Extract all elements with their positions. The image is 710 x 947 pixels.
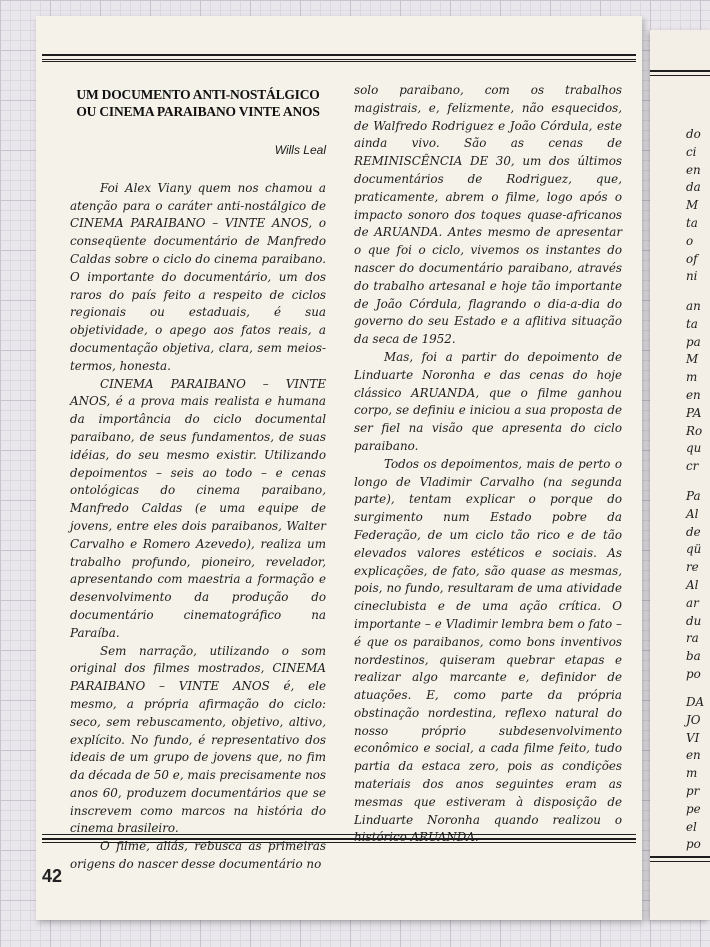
next-page-fragment: PA xyxy=(686,405,702,420)
next-page-fragment: Al xyxy=(686,506,699,521)
next-page-fragment: M xyxy=(686,198,699,213)
next-page-fragment: ta xyxy=(686,216,698,230)
next-page-fragment: re xyxy=(686,560,699,575)
next-page-fragment: pr xyxy=(686,784,700,798)
next-page-fragment: o xyxy=(686,233,694,248)
next-page-fragment: du xyxy=(686,613,702,628)
next-page-fragment: en xyxy=(686,748,701,763)
right-column xyxy=(354,82,622,847)
next-page-fragment: Al xyxy=(686,578,699,592)
next-page-fragment: ar xyxy=(686,595,699,610)
next-page-fragment: M xyxy=(686,352,699,367)
next-page-fragment: ra xyxy=(686,631,699,646)
paragraph: Mas, foi a partir do depoimento de Linduarte Noronha e das cenas do hoje clássico ARUANDA, que o filme ganhou corpo, se definiu e iniciou a sua proposta de ser fiel na visão que apresenta do ciclo paraibano. xyxy=(354,349,622,453)
top-rule xyxy=(42,54,636,60)
next-page-bottom-rule xyxy=(650,856,710,862)
next-page-fragment: en xyxy=(686,162,701,177)
bottom-rule-thin xyxy=(42,842,636,843)
next-page-fragment: ni xyxy=(686,269,698,284)
next-page-fragment: Pa xyxy=(686,489,701,503)
next-page-fragment: m xyxy=(686,370,698,385)
article-title: UM DOCUMENTO ANTI-NOSTÁLGICO OU CINEMA PARAIBANO VINTE ANOS xyxy=(76,87,320,119)
next-page-fragment: po xyxy=(686,667,701,681)
next-page-fragment: qü xyxy=(686,542,702,557)
page-number: 42 xyxy=(42,866,63,886)
next-page-fragment: cr xyxy=(686,459,699,474)
article-author: Wills Leal xyxy=(274,143,326,157)
next-page-fragment: ta xyxy=(686,316,698,331)
next-page-fragment: of xyxy=(686,251,698,266)
next-page-top-rule xyxy=(650,70,710,76)
next-page-fragment: pe xyxy=(686,801,701,816)
paragraph: Sem narração, utilizando o som original dos filmes mostrados, CINEMA PARAIBANO – VINTE ANOS é, ele mesmo, a própria afirmação do ciclo: seco, sem rebuscamento, objetivo, altivo, explícito. No fundo, é representativo dos ideais de um grupo de jovens que, no fim da década de 50 e, mais precisamente nos anos 60, produzem documentários que se inscrevem como marcos na história do cinema brasileiro. xyxy=(70,643,326,836)
paragraph: Todos os depoimentos, mais de perto o longo de Vladimir Carvalho (na segunda parte), tentam explicar o porque do surgimento num Estado pobre da Federação, de um ciclo tão rico e de tão elevados valores estéticos e sociais. As explicações, de fato, são quase as mesmas, pois, no fundo, resultaram de uma atividade cineclubista e de uma ação crítica. O importante – e Vladimir lembra bem o fato – é que os paraibanos, como bons inventivos nordestinos, quiseram quebrar etapas e realizar algo marcante e, definidor de atuações. E, como parte da própria obstinação nordestina, reflexo natural do nosso próprio subdesenvolvimento econômico e social, a cada filme feito, tudo partia da estaca zero, pois as condições materiais dos anos seguintes eram as mesmas que estiveram à disposição de Linduarte Noronha quando realizou o histórico ARUANDA. xyxy=(354,456,622,845)
paragraph: O filme, aliás, rebusca as primeiras origens do nascer desse documentário no xyxy=(70,839,326,872)
next-page-fragment: po xyxy=(686,837,701,852)
next-page-fragment: qu xyxy=(686,441,702,456)
next-page-fragment: DA xyxy=(686,695,705,709)
next-page-fragment: ba xyxy=(686,649,701,664)
next-page-fragment: de xyxy=(686,524,701,539)
next-page-fragment: VI xyxy=(686,730,700,745)
paragraph: Foi Alex Viany quem nos chamou a atenção para o caráter anti-nostálgico de CINEMA PARAIBANO – VINTE ANOS, o conseqüente documentário de Manfredo Caldas sobre o ciclo do cinema paraibano. O importante do documentário, um dos raros do país feito a respeito de ciclos regionais ou estaduais, é sua objetividade, o apego aos fatos reais, a documentação objetiva, clara, sem meios-termos, honesta. xyxy=(70,180,326,373)
next-page-fragment: el xyxy=(686,819,697,834)
next-page-fragment: da xyxy=(686,180,701,195)
next-page-fragment: an xyxy=(686,299,701,313)
next-page-fragment: m xyxy=(686,766,698,781)
next-page-fragment: ci xyxy=(686,144,697,159)
top-rule-thin xyxy=(42,61,636,62)
next-page-edge xyxy=(650,30,710,920)
next-page-fragment: Ro xyxy=(686,423,703,438)
next-page-fragment: do xyxy=(686,127,701,141)
bottom-rule xyxy=(42,834,636,840)
left-column xyxy=(70,86,326,874)
next-page-fragment: JO xyxy=(686,712,701,727)
paragraph: solo paraibano, com os trabalhos magistrais, e, felizmente, não esquecidos, de Walfredo Rodriguez e João Córdula, este ainda vivo. São as cenas de REMINISCÊNCIA DE 30, um dos últimos documentários de Rodriguez, que, praticamente, abrem o filme, logo após o impacto sonoro dos toques quase-africanos de ARUANDA. Antes mesmo de apresentar o que foi o ciclo, vivemos os instantes do nascer do documentário paraibano, através do trabalho artesanal e hoje tão importante de João Córdula, flagrando o dia-a-dia do governo do seu Estado e a aflitiva situação da seca de 1952. xyxy=(354,83,622,347)
next-page-fragment: en xyxy=(686,388,701,402)
magazine-page xyxy=(36,16,642,920)
next-page-fragment: pa xyxy=(686,334,701,349)
paragraph: CINEMA PARAIBANO – VINTE ANOS, é a prova mais realista e humana da importância do ciclo documental paraibano, de seus fundamentos, de suas idéias, do seu mesmo existir. Utilizando depoimentos – seis ao todo – e cenas ontológicas do cinema paraibano, Manfredo Caldas (e uma equipe de jovens, entre eles dois paraibanos, Walter Carvalho e Romero Azevedo), realiza um trabalho profundo, pioneiro, revelador, apresentando com maestria a formação e desenvolvimento da produção do documentário cinematográfico na Paraíba. xyxy=(70,376,326,640)
